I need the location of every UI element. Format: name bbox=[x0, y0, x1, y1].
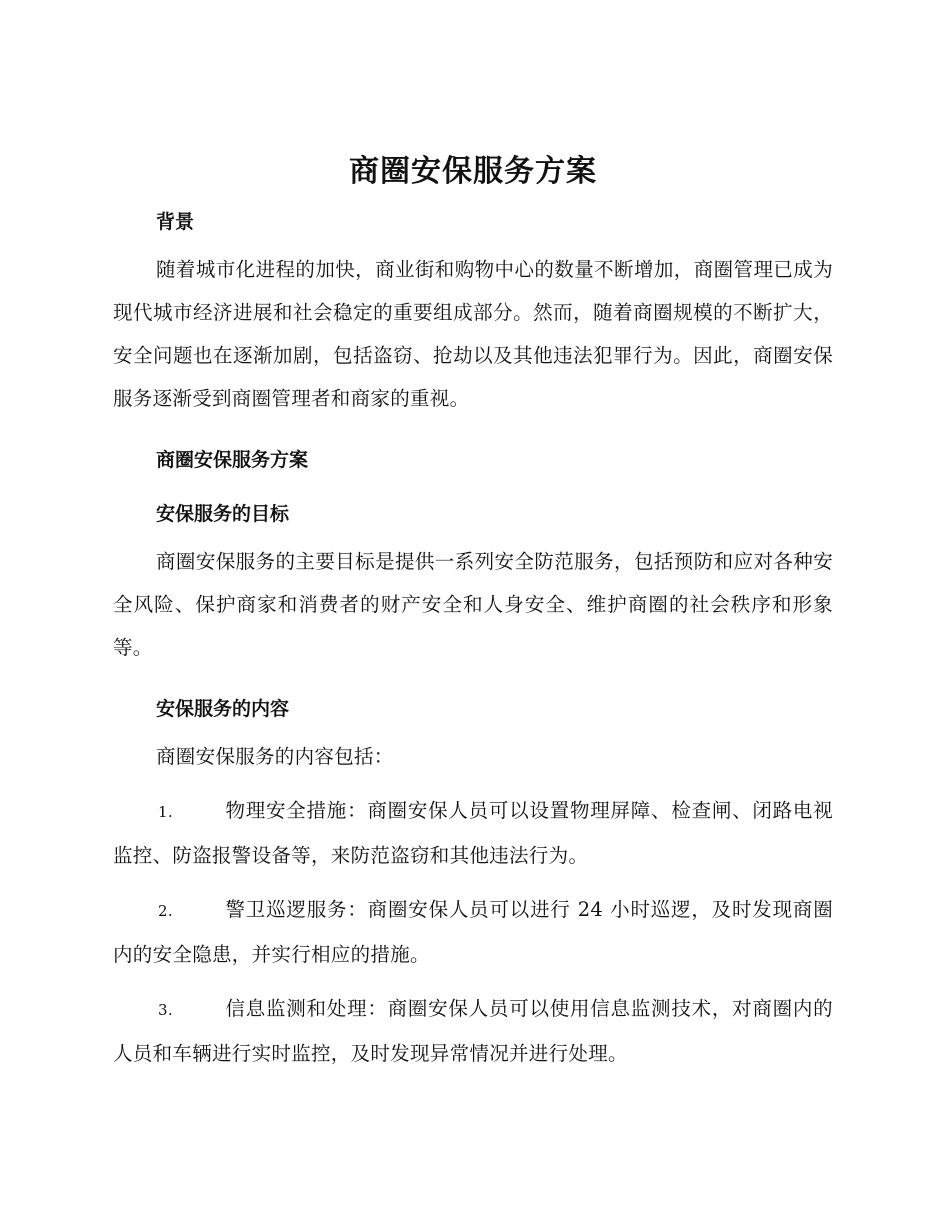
section-heading-goal: 安保服务的目标 bbox=[156, 503, 290, 525]
list-item bbox=[113, 789, 833, 877]
list-item-number: 1. bbox=[158, 803, 173, 821]
list-item bbox=[113, 888, 833, 976]
list-item-text: 信息监测和处理：商圈安保人员可以使用信息监测技术，对商圈内的人员和车辆进行实时监控，及时发现异常情况并进行处理。 bbox=[113, 997, 833, 1065]
list-item-text: 警卫巡逻服务：商圈安保人员可以进行 24 小时巡逻，及时发现商圈内的安全隐患，并实行相应的措施。 bbox=[113, 898, 833, 966]
background-paragraph: 随着城市化进程的加快，商业街和购物中心的数量不断增加，商圈管理已成为现代城市经济进展和社会稳定的重要组成部分。然而，随着商圈规模的不断扩大，安全问题也在逐渐加剧，包括盗窃、抢劫以及其他违法犯罪行为。因此，商圈安保服务逐渐受到商圈管理者和商家的重视。 bbox=[113, 258, 833, 410]
section-heading-content: 安保服务的内容 bbox=[156, 698, 290, 720]
list-item-number: 3. bbox=[158, 1001, 173, 1019]
section-heading-plan: 商圈安保服务方案 bbox=[156, 449, 309, 471]
list-item-text: 物理安全措施：商圈安保人员可以设置物理屏障、检查闸、闭路电视监控、防盗报警设备等，来防范盗窃和其他违法行为。 bbox=[113, 799, 833, 867]
section-heading-background: 背景 bbox=[156, 211, 195, 233]
list-item-number: 2. bbox=[158, 902, 173, 920]
goal-paragraph: 商圈安保服务的主要目标是提供一系列安全防范服务，包括预防和应对各种安全风险、保护商家和消费者的财产安全和人身安全、维护商圈的社会秩序和形象等。 bbox=[113, 550, 833, 659]
list-item bbox=[113, 987, 833, 1075]
document-page bbox=[113, 150, 833, 1075]
document-title: 商圈安保服务方案 bbox=[349, 154, 597, 189]
content-intro-paragraph: 商圈安保服务的内容包括： bbox=[156, 745, 394, 768]
